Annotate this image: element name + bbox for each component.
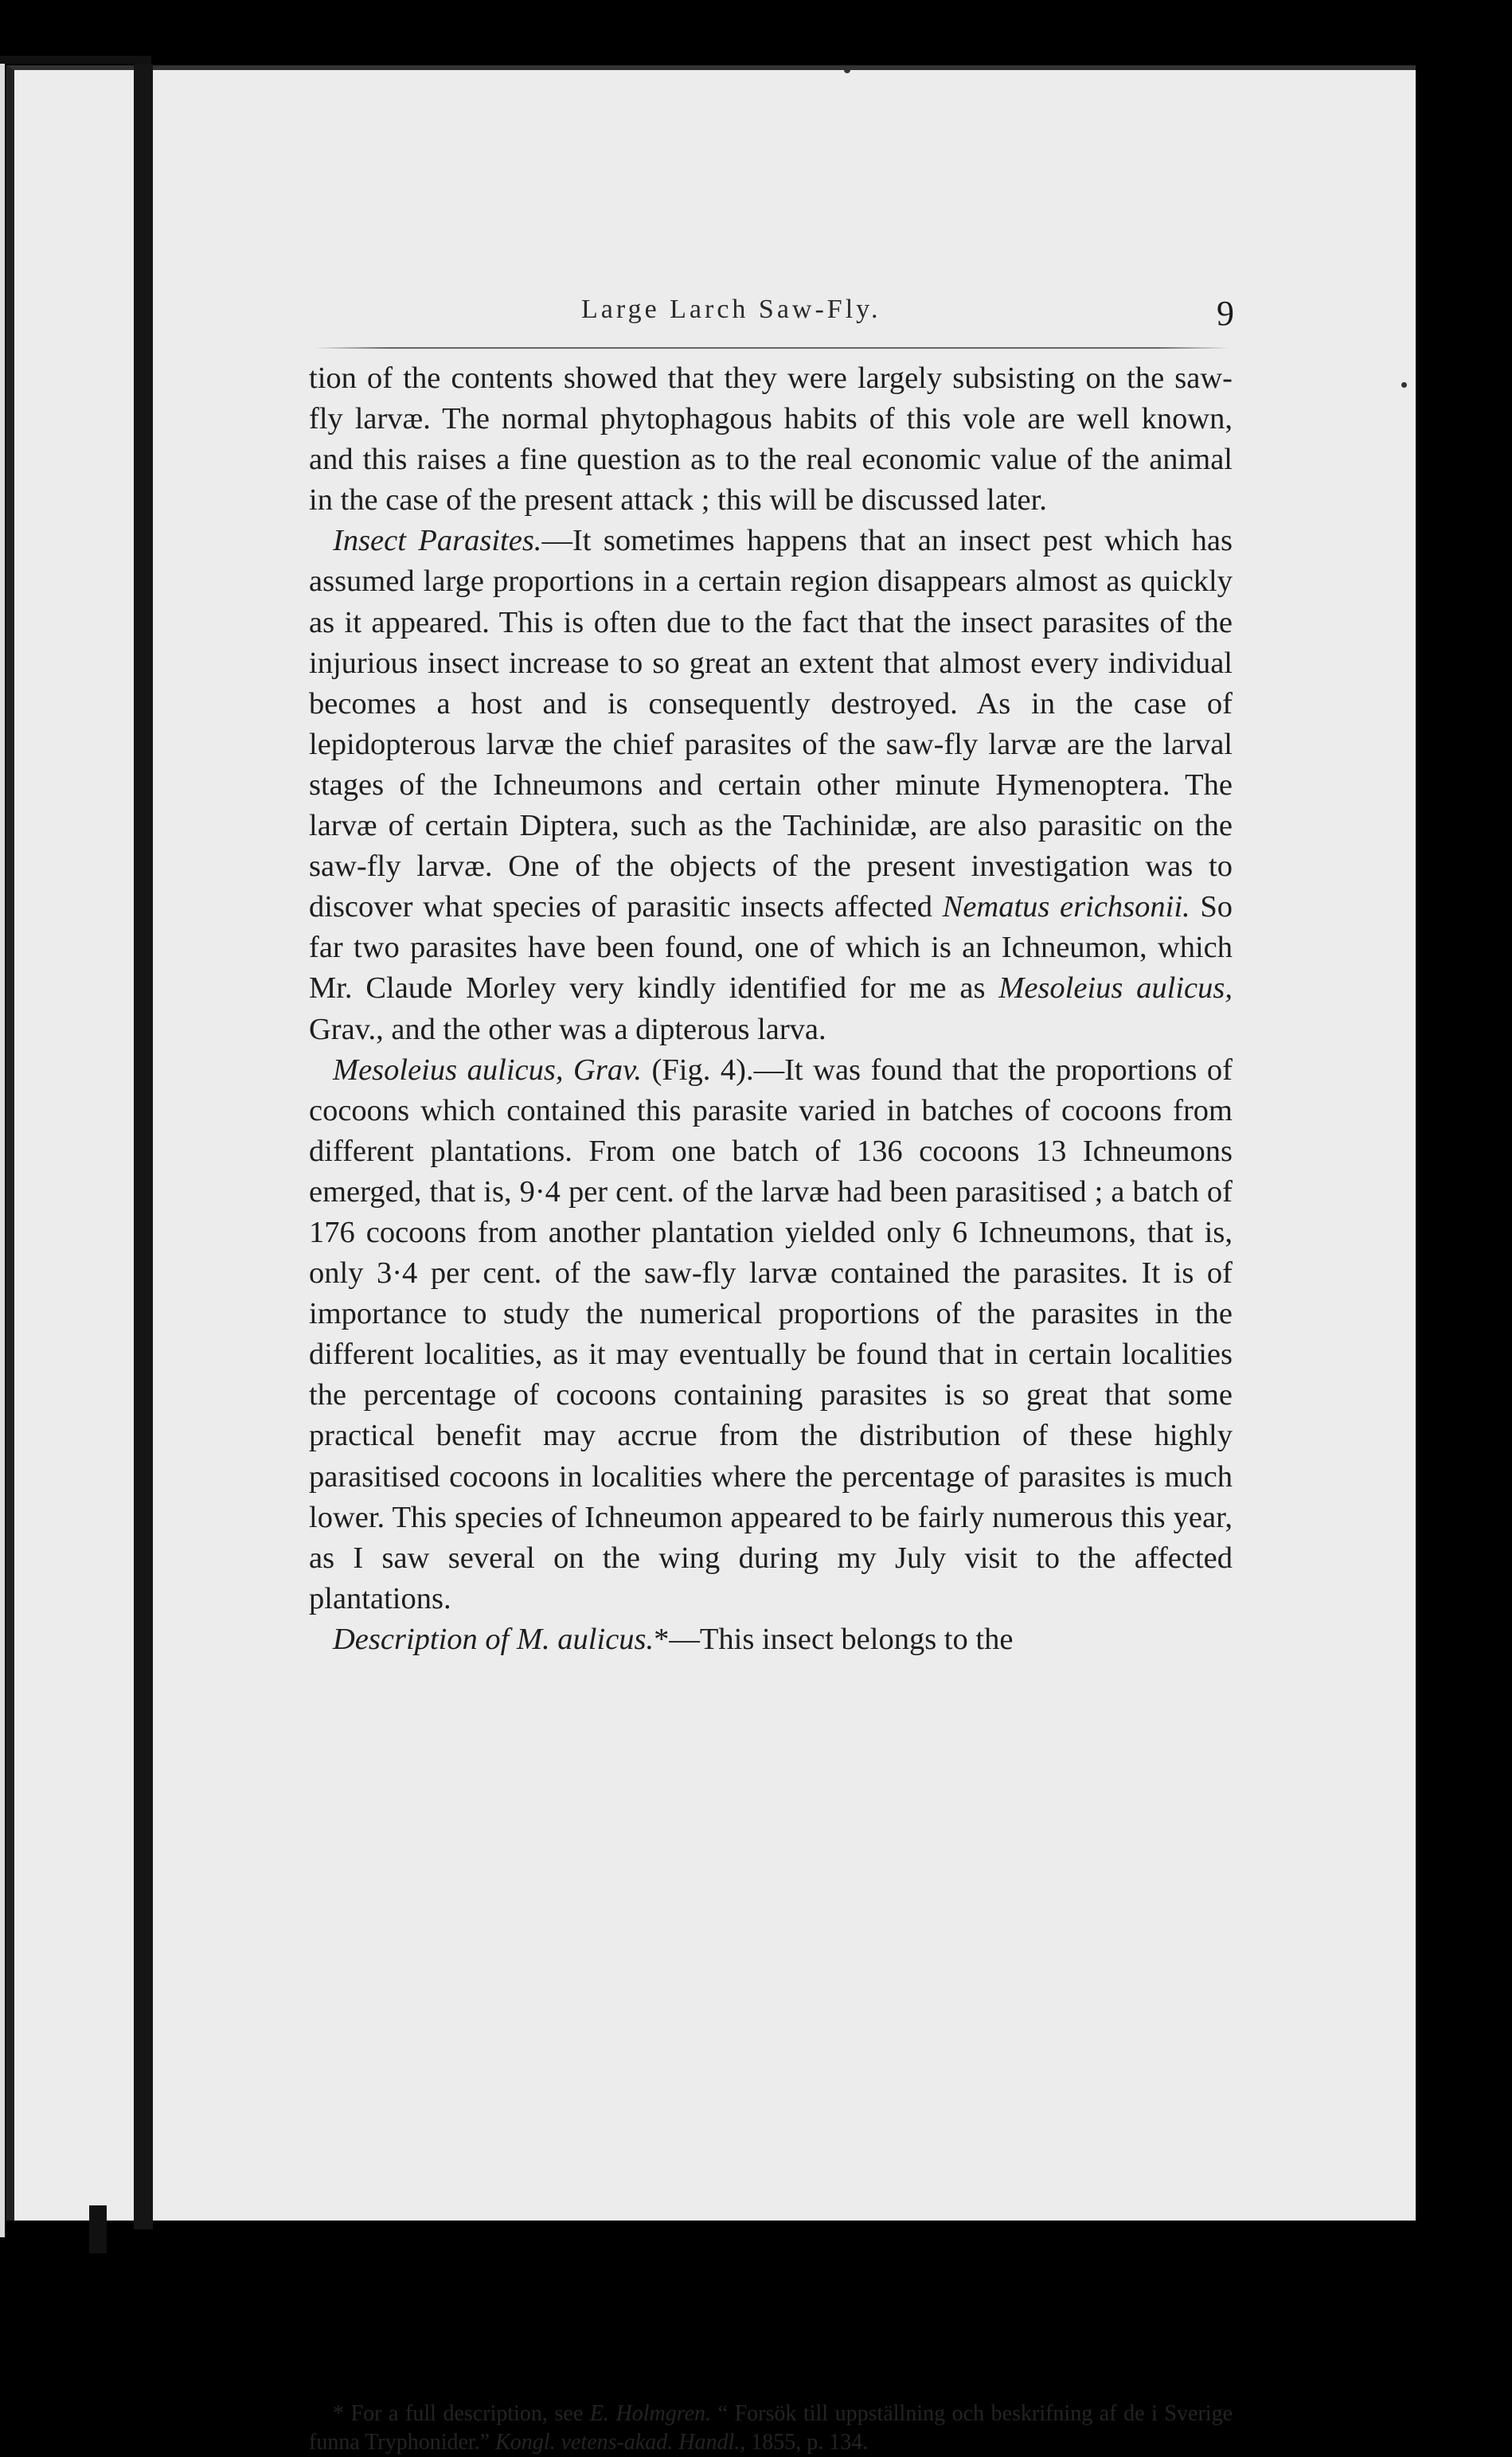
running-title: Large Larch Saw-Fly.	[581, 295, 881, 324]
paragraph-text: Grav., and the other was a dipterous larva.	[309, 1012, 826, 1046]
paragraph	[309, 521, 1233, 1049]
binding-mark	[0, 56, 151, 64]
bottom-binding-mark	[89, 2205, 107, 2253]
running-header	[318, 295, 1234, 350]
margin-dot	[1401, 382, 1407, 388]
footnote-marker: *	[333, 2401, 344, 2426]
paragraph-text: So far two parasites have been found, one of which is an Ichneumon, which Mr. Claude Morley very kindly identified for me as	[309, 890, 1233, 1006]
footnote-segment: “ Forsök till uppställning och beskrifning af de i Sverige funna Tryphonider.”	[309, 2401, 1233, 2455]
paragraph	[309, 1619, 1233, 1660]
paragraph-lead: Description of M. aulicus.	[333, 1622, 654, 1656]
paragraph-lead: Mesoleius aulicus, Grav.	[333, 1053, 642, 1087]
paragraph-text: *—This insect belongs to the	[654, 1622, 1014, 1656]
paragraph	[309, 1050, 1233, 1619]
species-name: Nematus erichsonii.	[942, 890, 1190, 924]
body-text	[309, 358, 1233, 1660]
footnote-segment: 1855, p. 134.	[745, 2430, 869, 2455]
footnote-journal: Kongl. vetens-akad. Handl.,	[495, 2430, 746, 2455]
page-number: 9	[1217, 294, 1234, 333]
speck-mark	[844, 67, 850, 73]
paragraph	[309, 358, 1233, 521]
footnote-text	[309, 2400, 1233, 2457]
paragraph-text: (Fig. 4).—It was found that the proportions of cocoons which contained this parasite varied in batches of cocoons from different plantations. From one batch of 136 cocoons 13 Ichneumons emerged, that is, 9·4 per cent. of the larvæ had been parasitised ; a batch of 176 cocoons from another plantation yielded only 6 Ichneumons, that is, only 3·4 per cent. of the saw-fly larvæ contained the parasites. It is of importance to study the numerical proportions of the parasites in the different localities, as it may eventually be found that in certain localities the percentage of cocoons containing parasites is so great that some practical benefit may accrue from the distribution of these highly parasitised cocoons in localities where the percentage of parasites is much lower. This species of Ichneumon appeared to be fairly numerous this year, as I saw several on the wing during my July visit to the affected plantations.	[309, 1053, 1233, 1615]
binding-gutter	[134, 64, 153, 2229]
footnote	[309, 2400, 1233, 2457]
species-name: Mesoleius aulicus,	[998, 971, 1233, 1006]
paragraph-text: —It sometimes happens that an insect pest which has assumed large proportions in a certain region disappears almost as quickly as it appeared. This is often due to the fact that the insect parasites of the injurious insect increase to so great an extent that almost every individual becomes a host and is consequently destroyed. As in the case of lepidopterous larvæ the chief parasites of the saw-fly larvæ are the larval stages of the Ichneumons and certain other minute Hymenoptera. The larvæ of certain Diptera, such as the Tachinidæ, are also parasitic on the saw-fly larvæ. One of the objects of the present investigation was to discover what species of parasitic insects affected	[309, 524, 1233, 924]
page-edge-strip	[0, 56, 5, 2237]
footnote-author: E. Holmgren.	[589, 2401, 712, 2426]
paragraph-text: tion of the contents showed that they were largely subsisting on the saw-fly larvæ. The normal phytophagous habits of this vole are well known, and this raises a fine question as to the real economic value of the animal in the case of the present attack ; this will be discussed later.	[309, 361, 1233, 518]
header-rule	[315, 347, 1230, 349]
paragraph-lead: Insect Parasites.	[333, 524, 542, 558]
footnote-segment: For a full description, see	[344, 2401, 590, 2426]
